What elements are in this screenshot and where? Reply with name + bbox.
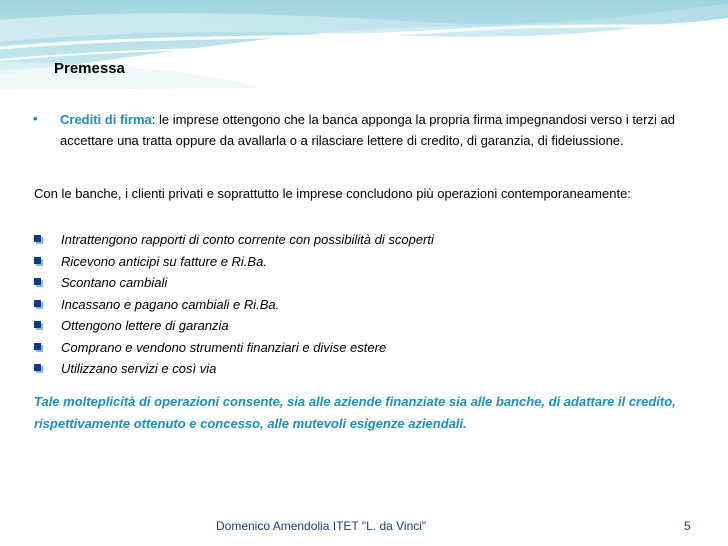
list-item: Utilizzano servizi e così via [34,358,434,380]
list-item: Comprano e vendono strumenti finanziari e divise estere [34,337,434,359]
square-bullet-icon [34,364,43,373]
operations-list [34,229,434,380]
list-item: Ricevono anticipi su fatture e Ri.Ba. [34,251,434,273]
square-bullet-icon [34,321,43,330]
square-bullet-icon [34,278,43,287]
intro-paragraph [60,109,690,151]
square-bullet-icon [34,257,43,266]
intro-text: : le imprese ottengono che la banca apponga la propria firma impegnandosi verso i terzi ad accettare una tratta oppure da avallarla o a rilasciare lettere di credito, di garanzia, di fideiussione. [60,112,675,148]
bullet-dot-icon: • [33,111,38,126]
list-item: Ottengono lettere di garanzia [34,315,434,337]
intro-keyword: Crediti di firma [60,112,152,127]
footer-author: Domenico Amendolia ITET "L. da Vinci" [216,519,427,533]
slide-title: Premessa [54,60,125,77]
lead-paragraph: Con le banche, i clienti privati e soprattutto le imprese concludono più operazioni contemporaneamente: [34,186,631,201]
page-number: 5 [684,519,691,533]
list-item: Scontano cambiali [34,272,434,294]
square-bullet-icon [34,235,43,244]
square-bullet-icon [34,343,43,352]
square-bullet-icon [34,300,43,309]
conclusion-paragraph: Tale molteplicità di operazioni consente, sia alle aziende finanziate sia alle banche, di adattare il credito, rispettivamente ottenuto e concesso, alle mutevoli esigenze aziendali. [34,394,676,431]
list-item: Intrattengono rapporti di conto corrente con possibilità di scoperti [34,229,434,251]
list-item: Incassano e pagano cambiali e Ri.Ba. [34,294,434,316]
